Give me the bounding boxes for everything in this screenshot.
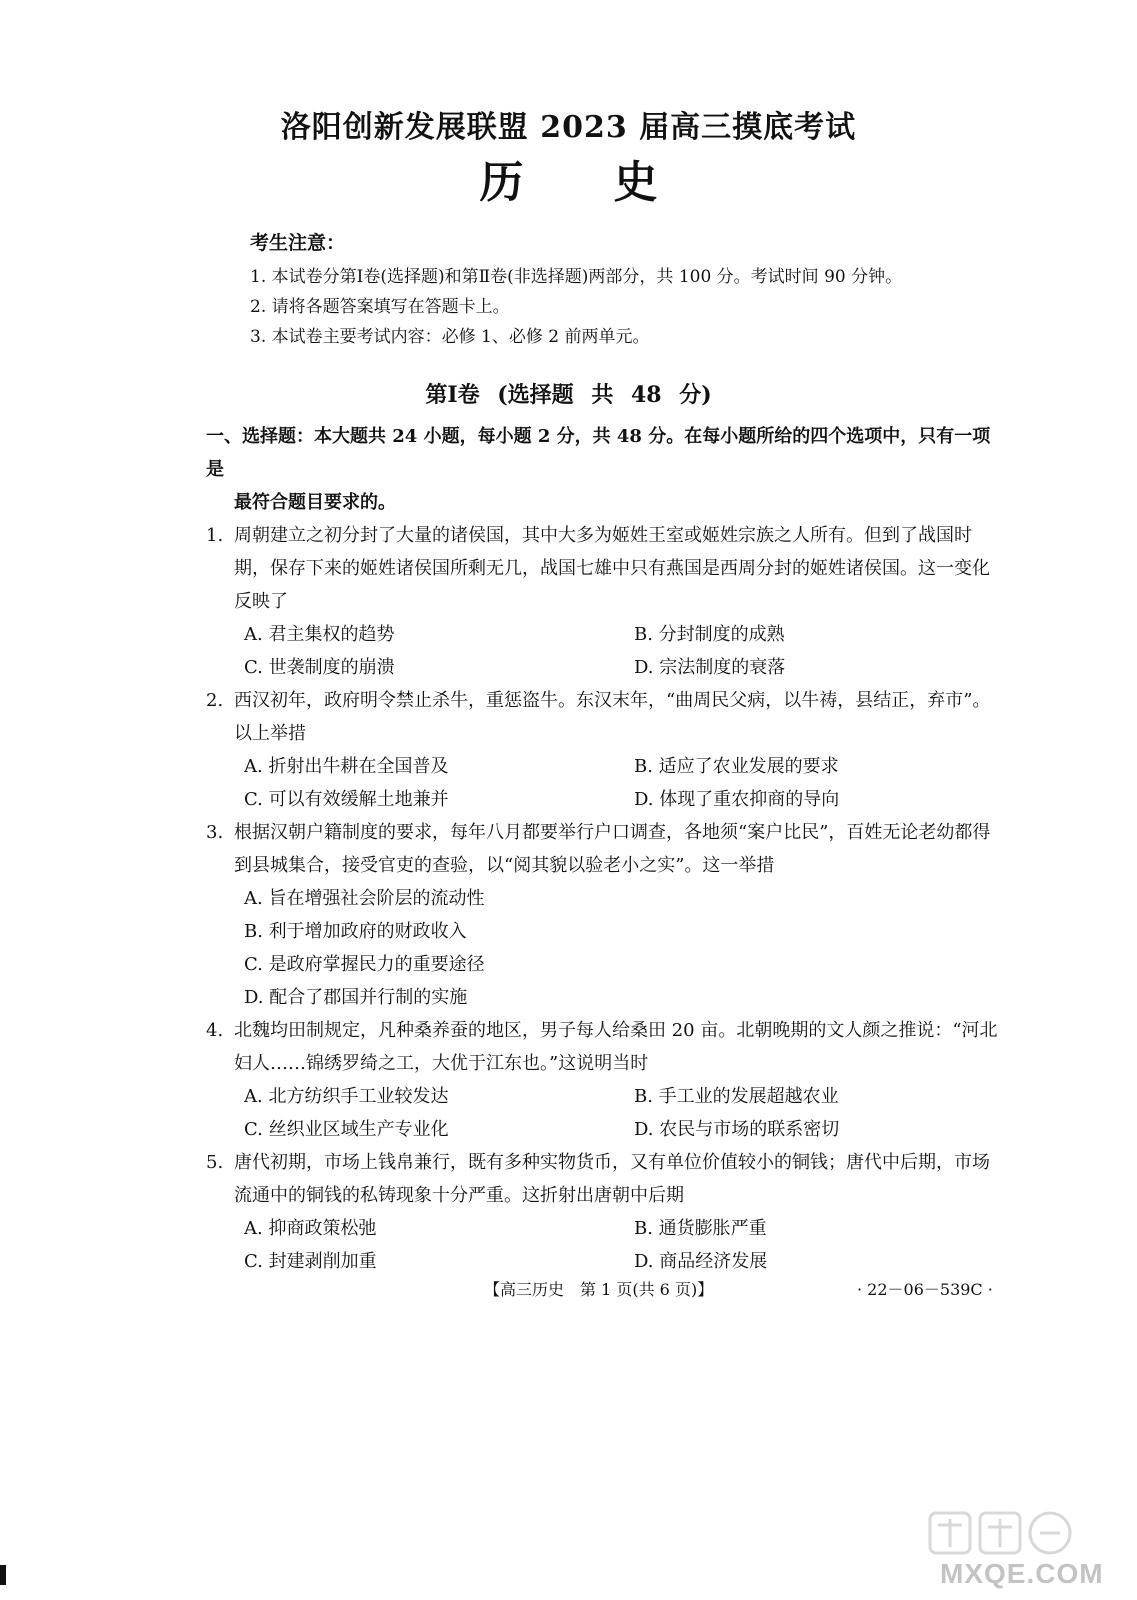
exam-subject: 历史 [479,157,748,208]
option-c: C. 世袭制度的崩溃 [244,657,395,678]
question-5 [206,1146,1006,1278]
notice-item: 1. 本试卷分第Ⅰ卷(选择题)和第Ⅱ卷(非选择题)两部分，共 100 分。考试时间 90 分钟。 [250,267,903,287]
option-a: A. 抑商政策松弛 [244,1218,377,1239]
candidate-notice [250,228,902,352]
option-c: C. 丝织业区域生产专业化 [244,1119,449,1140]
option-d: D. 体现了重农抑商的导向 [634,789,840,810]
option-b: B. 通货膨胀严重 [634,1218,767,1239]
option-a: A. 旨在增强社会阶层的流动性 [244,888,485,909]
question-number: 5. [206,1152,224,1173]
section-instruction: 一、选择题：本大题共 24 小题，每小题 2 分，共 48 分。在每小题所给的四个选项中，只有一项是 [206,426,991,480]
option-c: C. 可以有效缓解土地兼并 [244,789,449,810]
question-stem: 北魏均田制规定，凡种桑养蚕的地区，男子每人给桑田 20 亩。北朝晚期的文人颜之推说：“河北妇人……锦绣罗绮之工，大优于江东也。”这说明当时 [234,1020,998,1074]
question-stem: 周朝建立之初分封了大量的诸侯国，其中大多为姬姓王室或姬姓宗族之人所有。但到了战国时期，保存下来的姬姓诸侯国所剩无几，战国七雄中只有燕国是西周分封的姬姓诸侯国。这一变化反映了 [234,525,990,612]
scan-edge-mark [0,1565,6,1585]
question-2 [206,684,1006,816]
option-a: A. 君主集权的趋势 [244,624,395,645]
question-number: 4. [206,1020,224,1041]
options [206,750,1006,816]
option-b: B. 分封制度的成熟 [634,624,785,645]
section-instruction-cont: 最符合题目要求的。 [234,492,396,513]
page-number-label: 【高三历史 第 1 页(共 6 页)】 [484,1280,714,1299]
exam-code: · 22－06－539C · [857,1280,993,1299]
options [206,618,1006,684]
options [206,1212,1006,1278]
options [206,882,1006,1014]
notice-item: 2. 请将各题答案填写在答题卡上。 [250,297,510,317]
option-d: D. 农民与市场的联系密切 [634,1119,840,1140]
option-b: B. 利于增加政府的财政收入 [244,921,467,942]
question-number: 3. [206,822,224,843]
question-number: 1. [206,525,224,546]
option-a: A. 折射出牛耕在全国普及 [244,756,449,777]
options [206,1080,1006,1146]
question-list [206,420,1006,1278]
option-c: C. 封建剥削加重 [244,1251,377,1272]
option-d: D. 商品经济发展 [634,1251,768,1272]
question-stem: 唐代初期，市场上钱帛兼行，既有多种实物货币，又有单位价值较小的铜钱；唐代中后期，市场流通中的铜钱的私铸现象十分严重。这折射出唐朝中后期 [234,1152,990,1206]
question-4 [206,1014,1006,1146]
option-b: B. 适应了农业发展的要求 [634,756,839,777]
option-c: C. 是政府掌握民力的重要途径 [244,954,485,975]
question-stem: 西汉初年，政府明令禁止杀牛，重惩盗牛。东汉末年，“曲周民父病，以牛祷，县结正，弃市”。以上举措 [234,690,991,744]
question-stem: 根据汉朝户籍制度的要求，每年八月都要举行户口调查，各地须“案户比民”，百姓无论老幼都得到县城集合，接受官吏的查验，以“阅其貌以验老小之实”。这一举措 [234,822,991,876]
option-d: D. 配合了郡国并行制的实施 [244,987,468,1008]
question-1 [206,519,1006,684]
question-3 [206,816,1006,1014]
section-title: 第Ⅰ卷 (选择题 共 48 分) [425,382,712,408]
option-b: B. 手工业的发展超越农业 [634,1086,839,1107]
question-number: 2. [206,690,224,711]
exam-title: 洛阳创新发展联盟 2023 届高三摸底考试 [280,110,857,145]
notice-item: 3. 本试卷主要考试内容：必修 1、必修 2 前两单元。 [250,327,650,347]
option-d: D. 宗法制度的衰落 [634,657,786,678]
watermark-text: MXQE.COM [940,1558,1104,1589]
option-a: A. 北方纺织手工业较发达 [244,1086,449,1107]
notice-heading: 考生注意： [250,232,346,254]
